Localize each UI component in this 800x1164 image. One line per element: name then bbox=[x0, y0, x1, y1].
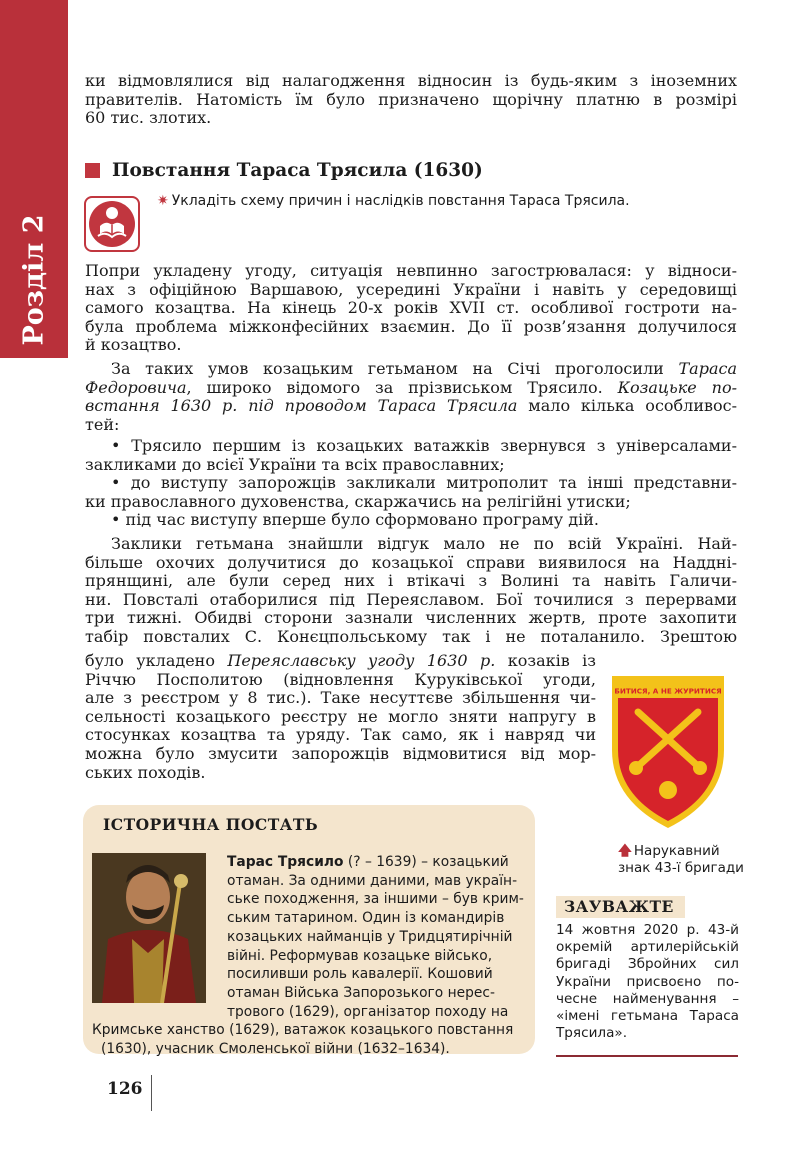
star-icon: ✷ bbox=[157, 193, 169, 209]
historical-figure-bio-continued bbox=[92, 1021, 513, 1058]
text-line: правителів. Натомість їм було призначено щорічну платню в розмірі bbox=[85, 89, 737, 109]
page-number: 126 bbox=[107, 1079, 143, 1099]
text-line: стосунках козацтва та уряду. Так само, як і навряд чи bbox=[85, 725, 596, 745]
brigade-emblem-patch bbox=[606, 672, 730, 832]
task-instruction bbox=[157, 193, 630, 209]
task-text: Укладіть схему причин і наслідків повстання Тараса Трясила. bbox=[171, 193, 630, 209]
note-line: України присвоєно по- bbox=[556, 973, 739, 990]
text-line: три тижні. Обидві сторони зазнали численних жертв, проте захопити bbox=[85, 608, 737, 628]
text-run: , широко відомого за прізвиськом Трясило. bbox=[186, 377, 618, 397]
text-line: Річчю Посполитою (відновлення Куруківської угоди, bbox=[85, 669, 596, 689]
caption-line: знак 43-ї бригади bbox=[618, 860, 744, 876]
section-title: Повстання Тараса Трясила (1630) bbox=[112, 160, 483, 181]
historical-figure-heading: ІСТОРИЧНА ПОСТАТЬ bbox=[103, 815, 319, 834]
bio-line: отаман Війська Запорозького нерес- bbox=[227, 984, 495, 1001]
note-line: Трясила». bbox=[556, 1025, 628, 1042]
list-item: • до виступу запорожців закликали митрополит та інші представни- bbox=[111, 473, 737, 493]
bio-line: посиливши роль кавалерії. Кошовий bbox=[227, 966, 493, 983]
text-line: ки відмовлялися від налагодження відносин із будь-яким з іноземних bbox=[85, 71, 737, 90]
text-line: 60 тис. злотих. bbox=[85, 108, 212, 128]
list-item-continuation: ки православного духовенства, скаржачись на релігійні утиски; bbox=[85, 491, 631, 511]
bio-line: (1630), учасник Смоленської війни (1632–1634). bbox=[101, 1040, 450, 1057]
text-run-italic: Козацьке по- bbox=[617, 377, 737, 397]
page-number-divider bbox=[151, 1075, 152, 1111]
chapter-side-tab bbox=[0, 0, 68, 358]
text-run: козаків із bbox=[495, 651, 596, 670]
text-run-italic: Переяславську угоду 1630 р. bbox=[227, 651, 496, 670]
bullet-list bbox=[85, 437, 737, 530]
note-line: бригаді Збройних сил bbox=[556, 956, 739, 973]
section-heading bbox=[85, 160, 483, 181]
note-line: чесне найменування – bbox=[556, 990, 739, 1007]
text-line: була проблема міжконфесійних взаємин. До її розв’язання долучилося bbox=[85, 316, 737, 336]
caption-text: Нарукавний bbox=[633, 843, 720, 859]
text-line bbox=[85, 360, 737, 379]
paragraph-3-tail bbox=[85, 652, 596, 782]
bio-line: козацьких найманців у Тридцятирічній bbox=[227, 928, 513, 945]
text-line: нах з офіційною Варшавою, усередині України і навіть у середовищі bbox=[85, 279, 737, 299]
caption-line bbox=[618, 843, 744, 860]
text-run: (? – 1639) – козацький bbox=[343, 854, 509, 870]
historical-figure-bio bbox=[227, 853, 524, 1021]
bio-line: трового (1629), організатор походу на bbox=[227, 1003, 509, 1020]
paragraph-3 bbox=[85, 535, 737, 647]
text-line: табір повсталих С. Конєцпольському так і не поталанило. Зрештою bbox=[85, 626, 737, 646]
text-line: тей: bbox=[85, 414, 120, 434]
emblem-caption bbox=[618, 843, 744, 877]
text-line: але з реєстром у 8 тис.). Таке несуттєве збільшення чи- bbox=[85, 688, 596, 708]
text-run: мало кілька особливос- bbox=[517, 396, 738, 416]
arrow-up-icon: 🡅 bbox=[618, 843, 632, 859]
portrait-image bbox=[92, 853, 206, 1003]
bio-line: війні. Реформував козацьке військо, bbox=[227, 947, 493, 964]
note-line: «імені гетьмана Тараса bbox=[556, 1008, 739, 1025]
text-run-italic: встання 1630 р. під проводом Тараса Трясила bbox=[85, 396, 518, 416]
paragraph-1 bbox=[85, 262, 737, 355]
bio-line: ське походження, за іншими – був крим- bbox=[227, 891, 524, 908]
text-line: можна було змусити запорожців відмовитися від мор- bbox=[85, 743, 596, 763]
bio-line: ським татарином. Один із командирів bbox=[227, 910, 505, 927]
text-line: більше охочих долучитися до козацької справи виявилося на Наддні- bbox=[85, 552, 737, 572]
bio-line: отаман. За одними даними, мав україн- bbox=[227, 872, 518, 889]
text-line bbox=[85, 652, 596, 671]
note-divider bbox=[556, 1055, 738, 1057]
text-run-italic: Федоровича bbox=[85, 377, 187, 397]
text-line: прянщині, але були серед них і втікачі з Волині та навіть Галичи- bbox=[85, 571, 737, 591]
text-line: ських походів. bbox=[85, 762, 206, 782]
text-run-italic: Тараса bbox=[678, 359, 737, 378]
list-item-continuation: закликами до всієї України та всіх православних; bbox=[85, 454, 505, 474]
paragraph-2 bbox=[85, 360, 737, 434]
note-text bbox=[556, 922, 739, 1042]
emblem-motto: БИТИСЯ, А НЕ ЖУРИТИСЯ bbox=[614, 686, 722, 696]
task-reading-icon bbox=[84, 196, 140, 252]
text-run: За таких умов козацьким гетьманом на Січі проголосили bbox=[111, 359, 679, 378]
figure-name: Тарас Трясило bbox=[227, 854, 344, 870]
note-title: ЗАУВАЖТЕ bbox=[564, 897, 674, 916]
list-item: • під час виступу вперше було сформовано програму дій. bbox=[111, 510, 599, 530]
text-line: й козацтво. bbox=[85, 335, 182, 355]
note-line: окремій артилерійській bbox=[556, 939, 739, 956]
text-line: Заклики гетьмана знайшли відгук мало не по всій Україні. Най- bbox=[111, 534, 737, 553]
historical-figure-box bbox=[83, 805, 535, 1057]
intro-paragraph bbox=[85, 72, 737, 128]
bio-line bbox=[227, 853, 524, 872]
text-line bbox=[85, 397, 737, 416]
list-item: • Трясило першим із козацьких ватажків звернувся з універсалами- bbox=[111, 436, 737, 455]
text-line: сельності козацького реєстру не могло зняти напругу в bbox=[85, 706, 596, 726]
note-line: 14 жовтня 2020 р. 43-й bbox=[556, 922, 739, 938]
text-line: Попри укладену угоду, ситуація невпинно загострювалася: у відноси- bbox=[85, 261, 737, 280]
section-square-icon bbox=[85, 163, 100, 178]
text-line: самого козацтва. На кінець 20-х років XVII ст. особливої гостроти на- bbox=[85, 298, 737, 318]
text-line bbox=[85, 379, 737, 398]
bio-line: Кримське ханство (1629), ватажок козацького повстання bbox=[92, 1022, 514, 1038]
text-line: ни. Повсталі отаборилися під Переяславом. Бої точилися з перервами bbox=[85, 589, 737, 609]
text-run: було укладено bbox=[85, 651, 228, 670]
chapter-label: Розділ 2 bbox=[18, 214, 50, 346]
